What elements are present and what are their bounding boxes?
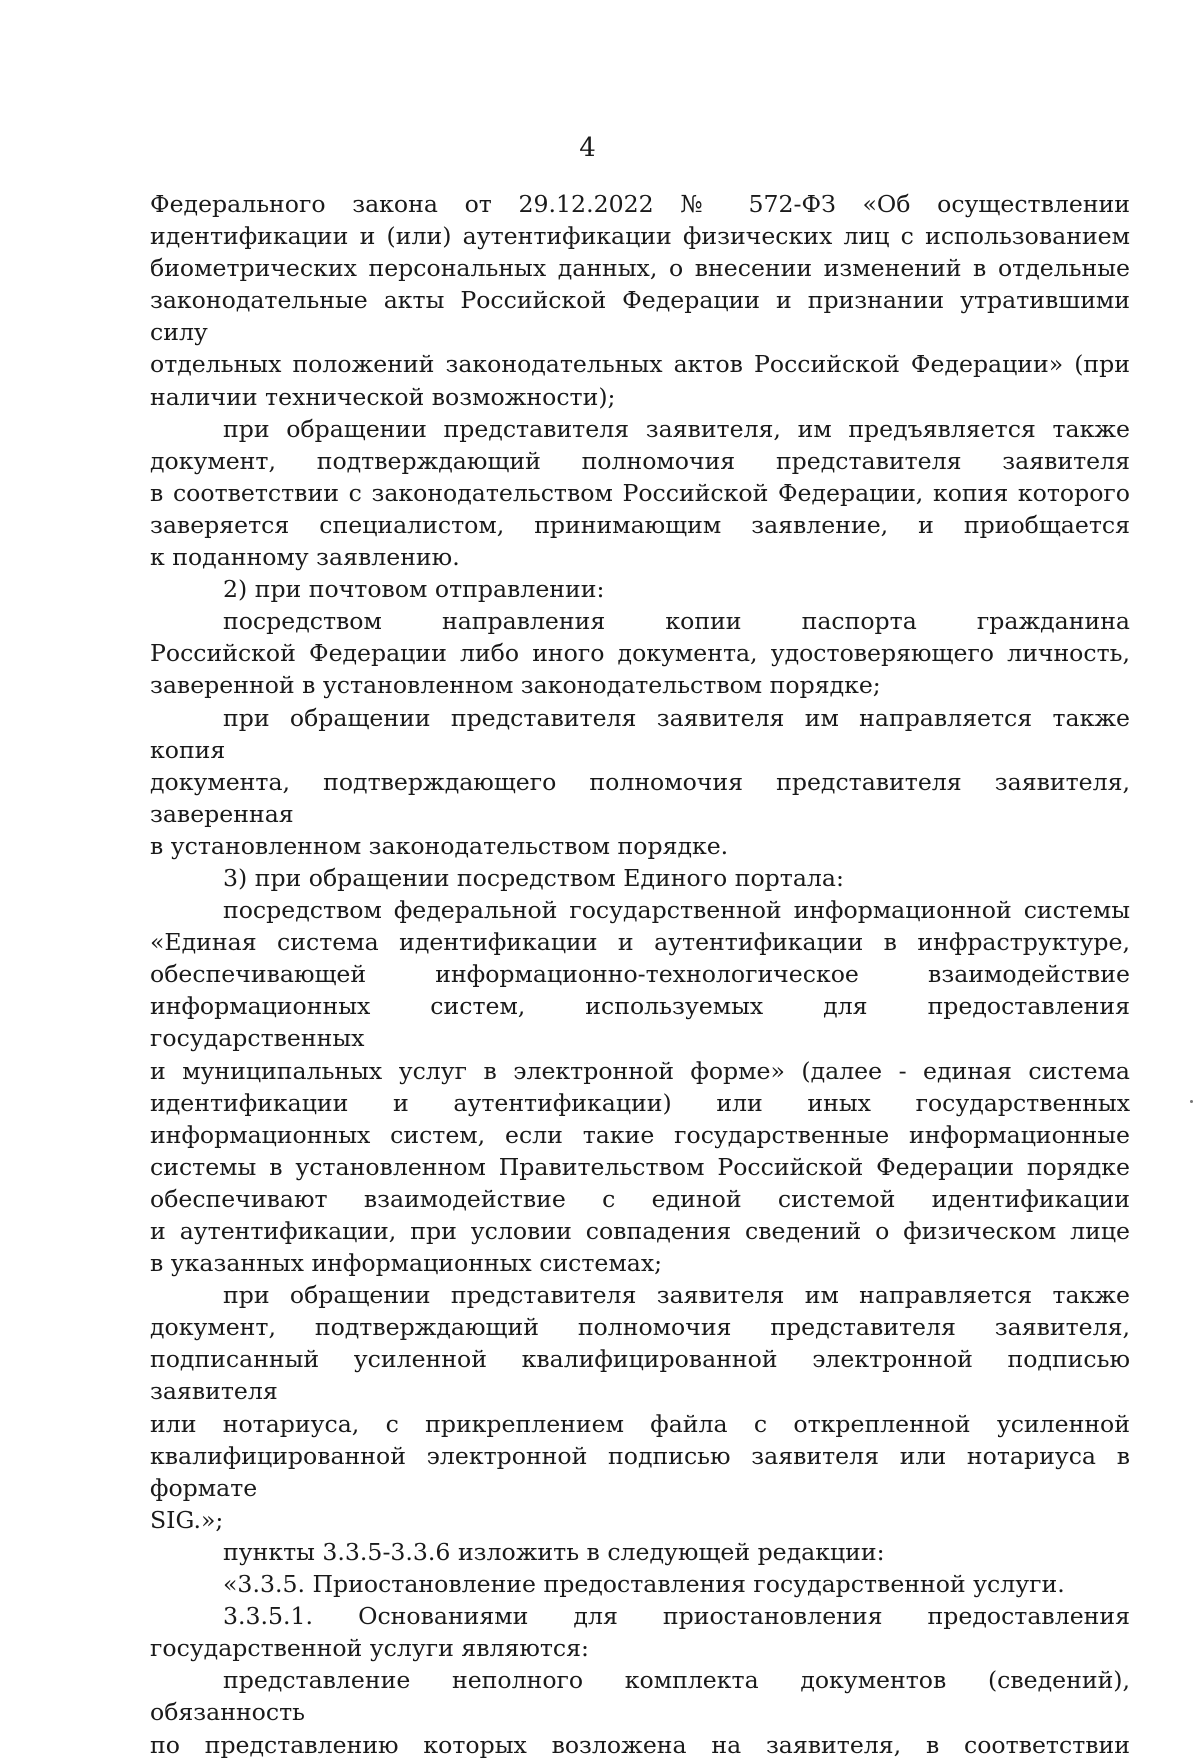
page-number: 4: [579, 133, 596, 163]
paragraph-line: 2) при почтовом отправлении:: [223, 575, 605, 604]
paragraph-line: законодательные акты Российской Федерации и признании утратившими силу: [150, 286, 1130, 347]
paragraph-line: «Единая система идентификации и аутентификации в инфраструктуре,: [150, 928, 1130, 957]
paragraph-line: заверенной в установленном законодательством порядке;: [150, 671, 881, 700]
paragraph-line: SIG.»;: [150, 1505, 224, 1534]
paragraph-line: идентификации и аутентификации) или иных государственных: [150, 1088, 1130, 1117]
paragraph-line: пункты 3.3.5-3.3.6 изложить в следующей редакции:: [223, 1537, 885, 1566]
document-body: [150, 188, 1130, 1761]
paragraph-line: подписанный усиленной квалифицированной электронной подписью заявителя: [150, 1345, 1130, 1406]
paragraph-line: Российской Федерации либо иного документа, удостоверяющего личность,: [150, 639, 1130, 668]
paragraph-line: в установленном законодательством порядке.: [150, 831, 729, 860]
paragraph-line: представление неполного комплекта документов (сведений), обязанность: [150, 1666, 1130, 1727]
paragraph-line: «3.3.5. Приостановление предоставления государственной услуги.: [223, 1570, 1065, 1599]
paragraph-line: в соответствии с законодательством Российской Федерации, копия которого: [150, 478, 1130, 507]
paragraph-line: документа, подтверждающего полномочия представителя заявителя, заверенная: [150, 767, 1130, 828]
paragraph-line: Федерального закона от 29.12.2022 № 572-ФЗ «Об осуществлении: [150, 190, 1130, 218]
paragraph-line: документ, подтверждающий полномочия представителя заявителя: [150, 446, 1130, 475]
paragraph-line: посредством федеральной государственной информационной системы: [223, 896, 1130, 925]
paragraph-line: государственной услуги являются:: [150, 1634, 589, 1663]
paragraph-line: отдельных положений законодательных актов Российской Федерации» (при: [150, 350, 1130, 379]
paragraph-line: заверяется специалистом, принимающим заявление, и приобщается: [150, 510, 1130, 539]
paragraph-line: 3.3.5.1. Основаниями для приостановления предоставления: [223, 1602, 1130, 1631]
paragraph-line: наличии технической возможности);: [150, 382, 616, 411]
paragraph-line: или нотариуса, с прикреплением файла с открепленной усиленной: [150, 1409, 1130, 1438]
paragraph-line: при обращении представителя заявителя им направляется также копия: [150, 703, 1130, 764]
paragraph-line: и муниципальных услуг в электронной форме» (далее - единая система: [150, 1056, 1130, 1085]
paragraph-line: посредством направления копии паспорта гражданина: [223, 607, 1130, 636]
paragraph-line: квалифицированной электронной подписью заявителя или нотариуса в формате: [150, 1441, 1130, 1502]
paragraph-line: системы в установленном Правительством Российской Федерации порядке: [150, 1152, 1130, 1181]
paragraph-line: информационных систем, если такие государственные информационные: [150, 1120, 1130, 1149]
paragraph-line: биометрических персональных данных, о внесении изменений в отдельные: [150, 254, 1130, 283]
paragraph-line: в указанных информационных системах;: [150, 1249, 663, 1278]
paragraph-line: идентификации и (или) аутентификации физических лиц с использованием: [150, 222, 1130, 251]
paragraph-line: обеспечивающей информационно-технологическое взаимодействие: [150, 960, 1130, 989]
paragraph-line: документ, подтверждающий полномочия представителя заявителя,: [150, 1313, 1130, 1342]
paragraph-line: информационных систем, используемых для предоставления государственных: [150, 992, 1130, 1053]
paragraph-line: при обращении представителя заявителя им направляется также: [223, 1281, 1130, 1310]
paragraph-line: по представлению которых возложена на заявителя, в соответствии: [150, 1730, 1130, 1759]
paragraph-line: к поданному заявлению.: [150, 543, 460, 572]
paragraph-line: обеспечивают взаимодействие с единой системой идентификации: [150, 1184, 1130, 1213]
paragraph-line: 3) при обращении посредством Единого портала:: [223, 863, 844, 892]
paragraph-line: и аутентификации, при условии совпадения сведений о физическом лице: [150, 1217, 1130, 1245]
paragraph-line: при обращении представителя заявителя, им предъявляется также: [223, 414, 1130, 443]
scan-artifact: [1190, 1100, 1193, 1103]
